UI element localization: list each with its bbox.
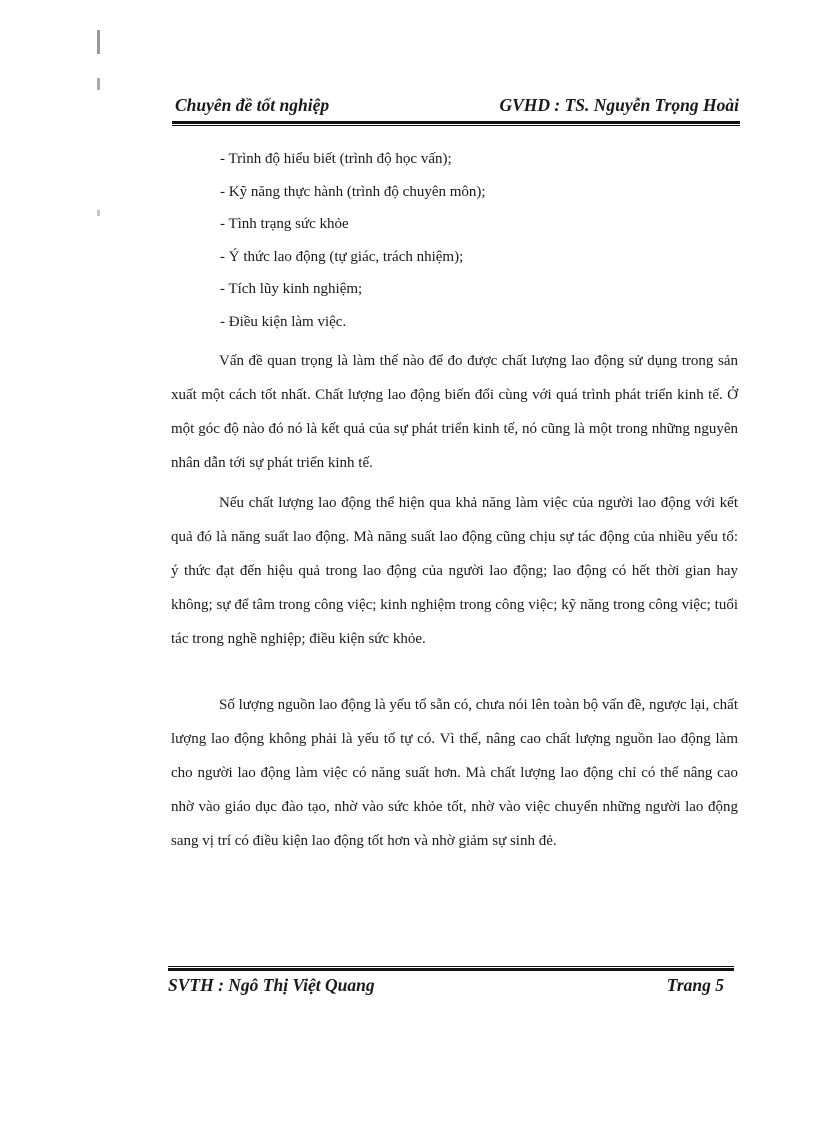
page-footer [168,975,724,999]
body-paragraph: Vấn đề quan trọng là làm thế nào để đo được chất lượng lao động sử dụng trong sản xuất một cách tốt nhất. Chất lượng lao động biến đổi cùng với quá trình phát triển kinh tế. Ở một góc độ nào đó nó là kết quả của sự phát triển kinh tế, nó cũng là một trong những nguyên nhân dẫn tới sự phát triển kinh tế. [171,353,738,471]
list-item: - Điều kiện làm việc. [220,313,347,330]
header-rule [172,121,740,126]
footer-rule [168,966,734,971]
footer-author: SVTH : Ngô Thị Việt Quang [168,975,375,995]
factor-list [220,143,740,338]
list-item: - Tình trạng sức khỏe [220,216,349,232]
page-number: Trang 5 [666,975,724,995]
header-advisor: GVHD : TS. Nguyễn Trọng Hoài [499,95,739,115]
body-paragraph: Nếu chất lượng lao động thể hiện qua khả năng làm việc của người lao động với kết quả đó là năng suất lao động. Mà năng suất lao động cũng chịu sự tác động của nhiều yếu tố: ý thức đạt đến hiệu quả trong lao động của người lao động; lao động có hết thời gian hay không; sự để tâm trong công việc; kinh nghiệm trong công việc; kỹ năng trong công việc; tuổi tác trong nghề nghiệp; điều kiện sức khỏe. [171,495,738,647]
body-paragraph: Số lượng nguồn lao động là yếu tố sẵn có, chưa nói lên toàn bộ vấn đề, ngược lại, chất lượng lao động không phải là yếu tố tự có. Vì thế, nâng cao chất lượng nguồn lao động làm cho người lao động làm việc có năng suất hơn. Mà chất lượng lao động chỉ có thể nâng cao nhờ vào giáo dục đào tạo, nhờ vào sức khỏe tốt, nhờ vào việc chuyển những người lao động sang vị trí có điều kiện lao động tốt hơn và nhờ giảm sự sinh đẻ. [171,697,738,849]
list-item: - Kỹ năng thực hành (trình độ chuyên môn); [220,183,486,200]
header-document-title: Chuyên đề tốt nghiệp [175,95,330,115]
scan-edge-artifact [97,30,100,630]
list-item: - Trình độ hiểu biết (trình độ học vấn); [220,151,452,167]
list-item: - Ý thức lao động (tự giác, trách nhiệm); [220,248,464,265]
list-item: - Tích lũy kinh nghiệm; [220,281,363,297]
page-header [175,95,739,119]
